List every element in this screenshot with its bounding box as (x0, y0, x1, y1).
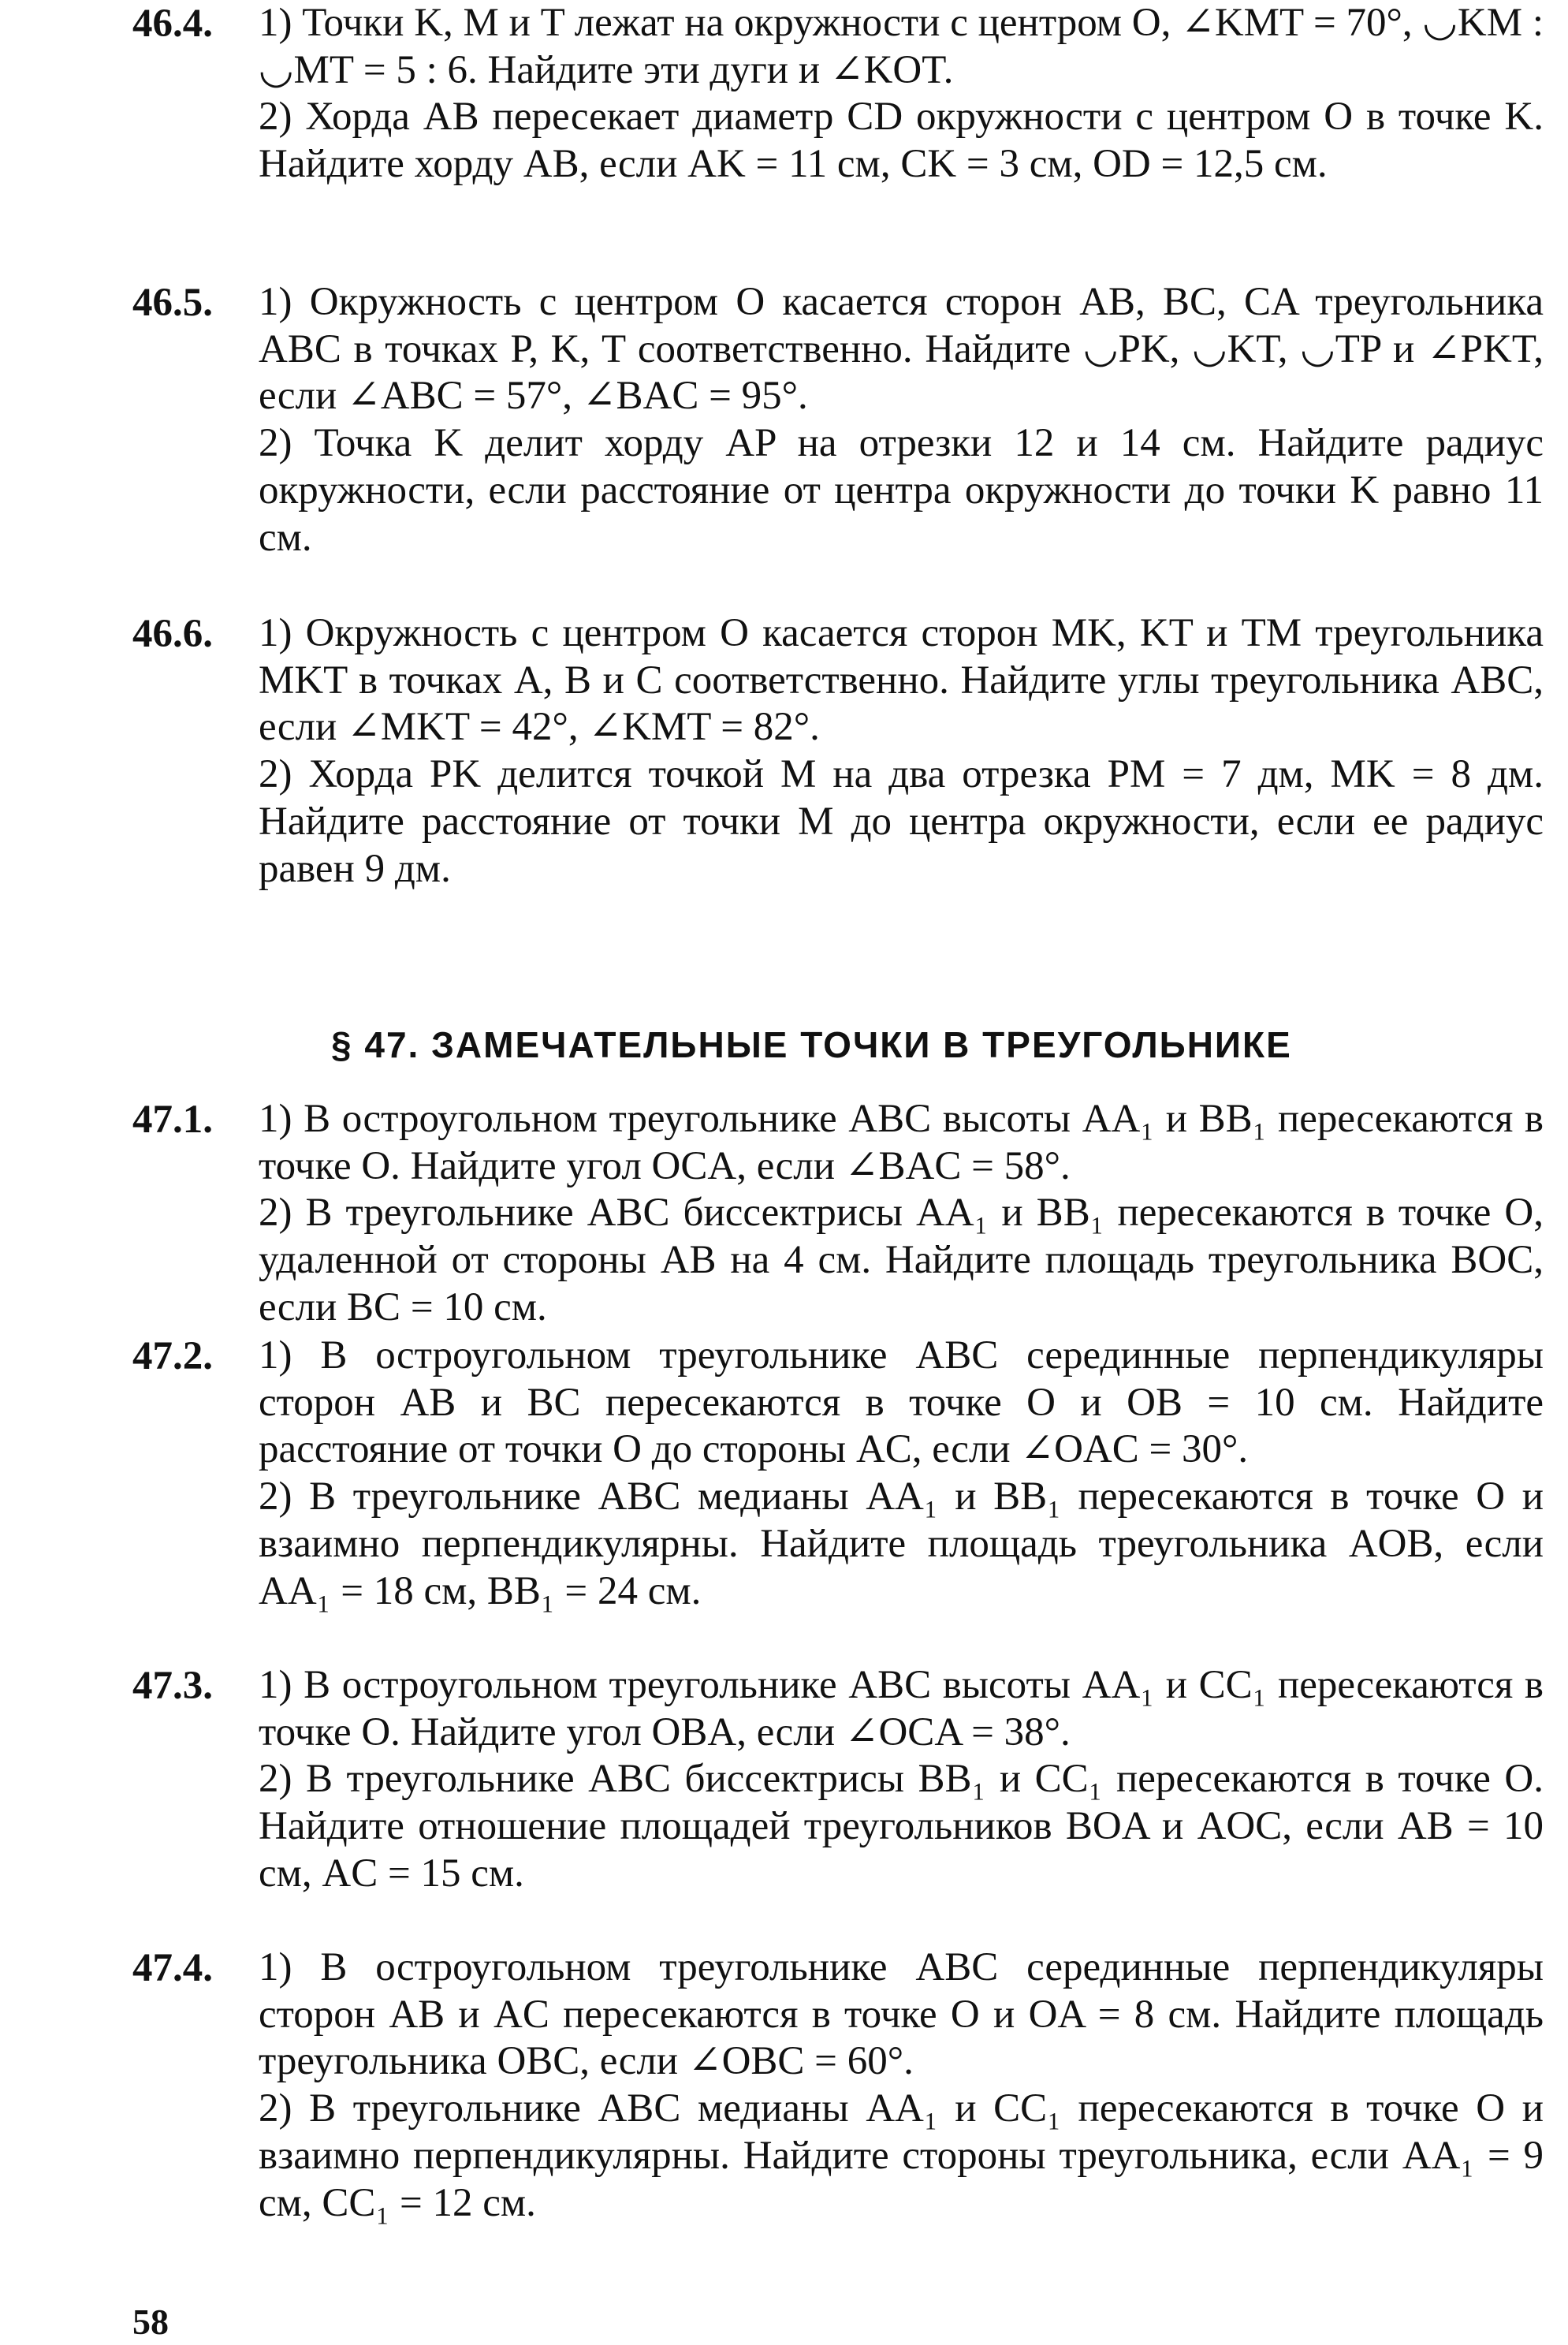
problem-part-2: 2) В треугольнике ABC медианы AA₁ и CC₁ пересекаются в точке O и взаимно перпендикулярны. Найдите стороны треугольника, если AA₁ = 9 см, CC₁ = 12 см. (259, 2086, 1544, 2225)
section-heading: § 47. ЗАМЕЧАТЕЛЬНЫЕ ТОЧКИ В ТРЕУГОЛЬНИКЕ (331, 1024, 1292, 1065)
problem-number: 47.4. (132, 1946, 213, 1990)
problem-part-2: 2) Точка K делит хорду AP на отрезки 12 и 14 см. Найдите радиус окружности, если расстояние от центра окружности до точки K равно 11 см. (259, 421, 1544, 560)
problem-number: 47.2. (132, 1334, 213, 1378)
problem-part-1: 1) Окружность с центром O касается сторон MK, KT и TM треугольника MKT в точках A, B и C соответственно. Найдите углы треугольника ABC, если ∠MKT = 42°, ∠KMT = 82°. (259, 611, 1544, 750)
problem-part-1: 1) В остроугольном треугольнике ABC высоты AA₁ и BB₁ пересекаются в точке O. Найдите угол OCA, если ∠BAC = 58°. (259, 1097, 1544, 1188)
problem-number: 46.5. (132, 281, 213, 325)
problem-part-2: 2) В треугольнике ABC биссектрисы BB₁ и CC₁ пересекаются в точке O. Найдите отношение площадей треугольников BOA и AOC, если AB = 10 см, AC = 15 см. (259, 1757, 1544, 1896)
problem-body (259, 1096, 1544, 1332)
problem-number: 47.1. (132, 1098, 213, 1142)
problem-part-1: 1) Точки K, M и T лежат на окружности с центром O, ∠KMT = 70°, ◡KM : ◡MT = 5 : 6. Найдите эти дуги и ∠KOT. (259, 1, 1544, 92)
problem-part-1: 1) В остроугольном треугольнике ABC серединные перпендикуляры сторон AB и BC пересекаются в точке O и OB = 10 см. Найдите расстояние от точки O до стороны AC, если ∠OAC = 30°. (259, 1333, 1544, 1472)
problem-body (259, 1662, 1544, 1898)
problem-number: 46.6. (132, 612, 213, 656)
problem-part-2: 2) В треугольнике ABC медианы AA₁ и BB₁ пересекаются в точке O и взаимно перпендикулярны. Найдите площадь треугольника AOB, если AA₁ = 18 см, BB₁ = 24 см. (259, 1474, 1544, 1613)
problem-part-2: 2) Хорда PK делится точкой M на два отрезка PM = 7 дм, MK = 8 дм. Найдите расстояние от точки M до центра окружности, если ее радиус равен 9 дм. (259, 752, 1544, 891)
problem-part-1: 1) В остроугольном треугольнике ABC серединные перпендикуляры сторон AB и AC пересекаются в точке O и OA = 8 см. Найдите площадь треугольника OBC, если ∠OBC = 60°. (259, 1945, 1544, 2084)
problem-body (259, 0, 1544, 188)
problem-part-2: 2) В треугольнике ABC биссектрисы AA₁ и BB₁ пересекаются в точке O, удаленной от стороны AB на 4 см. Найдите площадь треугольника BOC, если BC = 10 см. (259, 1191, 1544, 1329)
problem-part-1: 1) Окружность с центром O касается сторон AB, BC, CA треугольника ABC в точках P, K, T соответственно. Найдите ◡PK, ◡KT, ◡TP и ∠PKT, если ∠ABC = 57°, ∠BAC = 95°. (259, 280, 1544, 419)
problem-body (259, 1333, 1544, 1615)
problem-body (259, 1944, 1544, 2227)
problem-body (259, 610, 1544, 893)
problem-part-2: 2) Хорда AB пересекает диаметр CD окружности с центром O в точке K. Найдите хорду AB, если AK = 11 см, CK = 3 см, OD = 12,5 см. (259, 95, 1544, 187)
problem-part-1: 1) В остроугольном треугольнике ABC высоты AA₁ и CC₁ пересекаются в точке O. Найдите угол OBA, если ∠OCA = 38°. (259, 1663, 1544, 1754)
problem-number: 47.3. (132, 1664, 213, 1708)
page-number: 58 (132, 2302, 169, 2342)
problem-number: 46.4. (132, 2, 213, 46)
problem-body (259, 279, 1544, 561)
